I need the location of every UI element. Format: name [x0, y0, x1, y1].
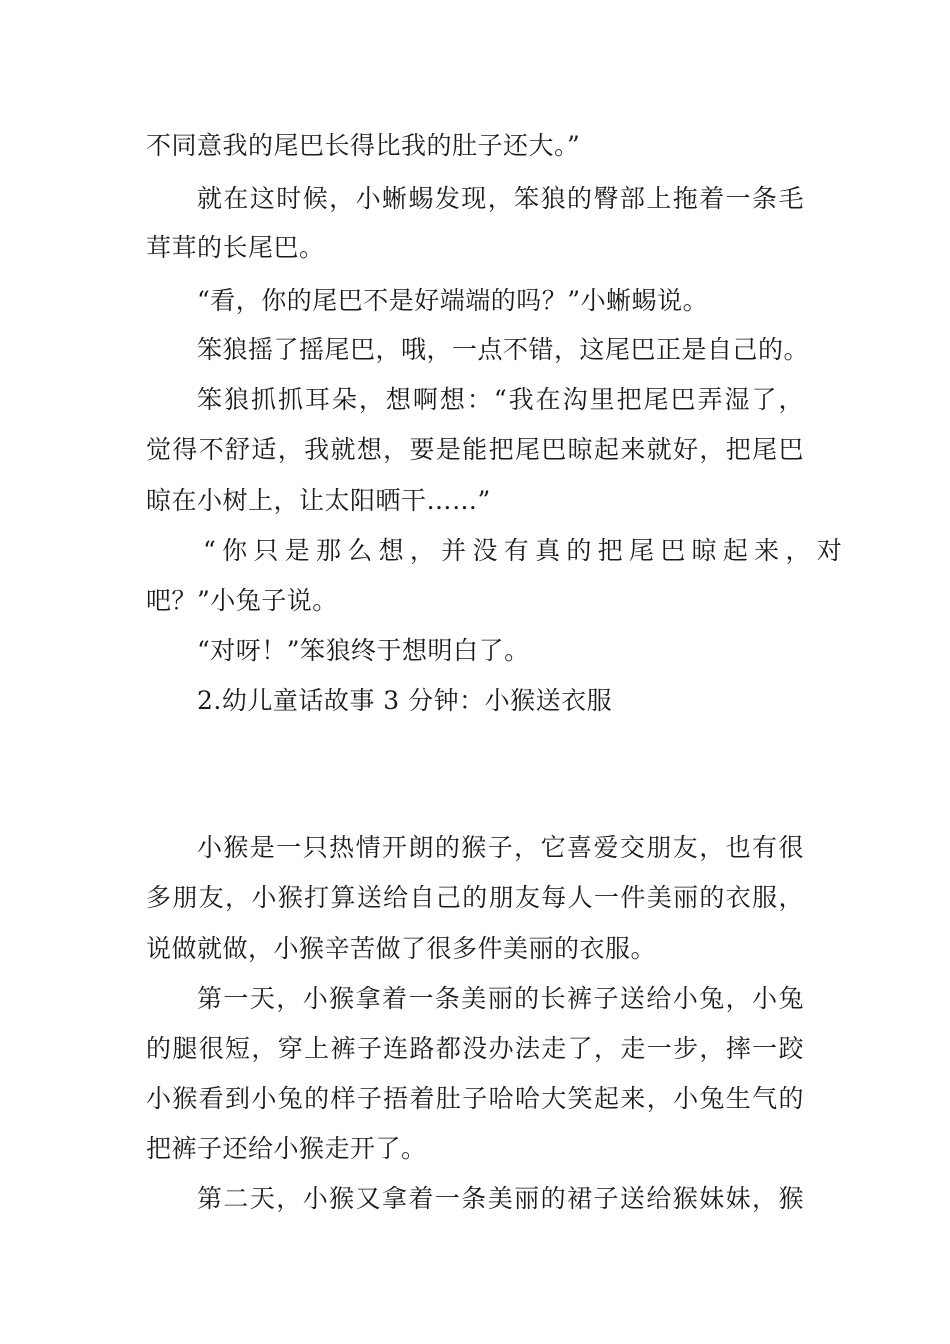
text-line: 把裤子还给小猴走开了。	[146, 1134, 427, 1163]
text-line: 茸茸的长尾巴。	[146, 233, 325, 262]
text-line: 说做就做，小猴辛苦做了很多件美丽的衣服。	[146, 934, 657, 963]
text-line: 小猴是一只热情开朗的猴子，它喜爱交朋友，也有很	[197, 833, 804, 862]
text-line: 小猴看到小兔的样子捂着肚子哈哈大笑起来，小兔生气的	[146, 1084, 804, 1113]
text-line: 吧？”小兔子说。	[146, 586, 338, 615]
text-line: “对呀！”笨狼终于想明白了。	[197, 636, 530, 665]
text-line: 就在这时候，小蜥蜴发现，笨狼的臀部上拖着一条毛	[197, 184, 804, 213]
text-line: 晾在小树上，让太阳晒干……”	[146, 486, 491, 515]
text-line: 觉得不舒适，我就想，要是能把尾巴晾起来就好，把尾巴	[146, 435, 804, 464]
text-line: 多朋友，小猴打算送给自己的朋友每人一件美丽的衣服，	[146, 883, 804, 912]
text-line: 不同意我的尾巴长得比我的肚子还大。”	[146, 131, 581, 160]
text-line: 的腿很短，穿上裤子连路都没办法走了，走一步，摔一跤	[146, 1034, 804, 1063]
text-line: “看，你的尾巴不是好端端的吗？”小蜥蜴说。	[197, 286, 709, 315]
section-heading: 2.幼儿童话故事 3 分钟：小猴送衣服	[197, 686, 613, 715]
text-line: “你只是那么想，并没有真的把尾巴晾起来，对	[203, 536, 849, 565]
text-line: 笨狼抓抓耳朵，想啊想：“我在沟里把尾巴弄湿了，	[197, 385, 804, 414]
text-line: 第一天，小猴拿着一条美丽的长裤子送给小兔，小兔	[197, 984, 804, 1013]
text-line: 第二天，小猴又拿着一条美丽的裙子送给猴妹妹，猴	[197, 1184, 804, 1213]
text-line: 笨狼摇了摇尾巴，哦，一点不错，这尾巴正是自己的。	[197, 335, 810, 364]
